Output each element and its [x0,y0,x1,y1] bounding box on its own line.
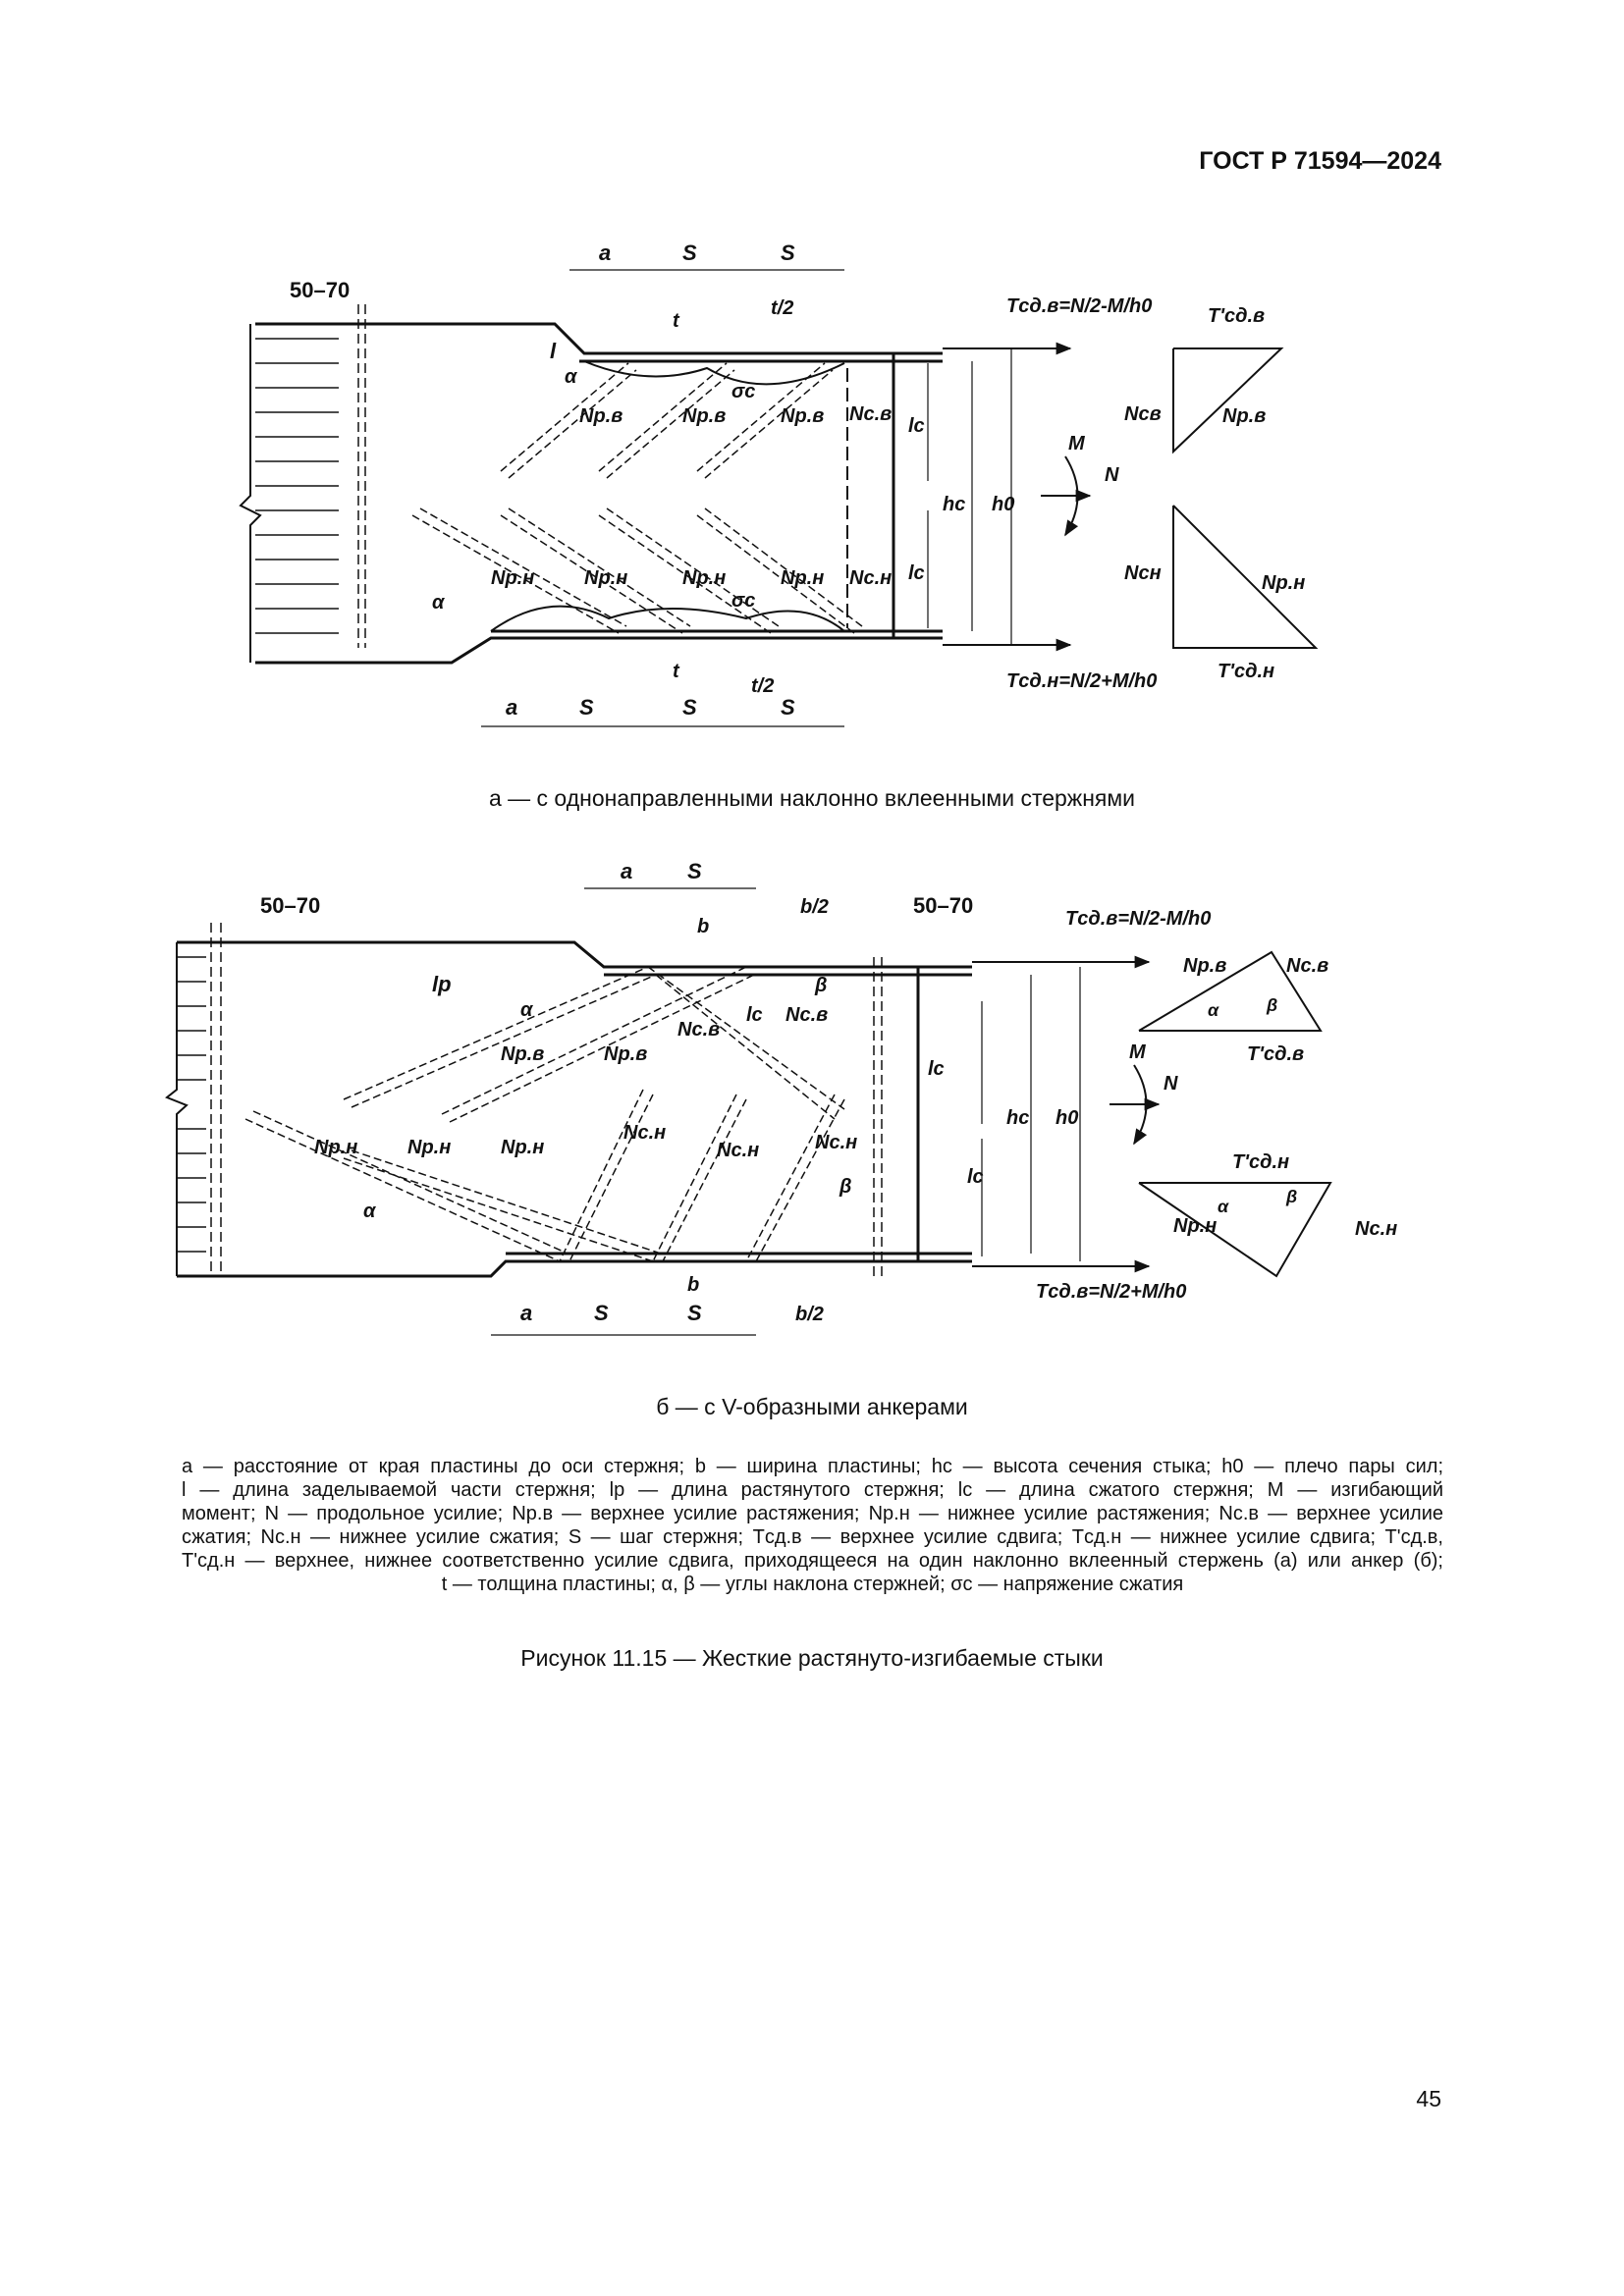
label-b-npn-1: Np.н [314,1137,358,1158]
label-b-beta-tri-bottom: β [1286,1187,1298,1206]
label-npv-tri: Np.в [1222,405,1267,427]
label-b-ncv-tri: Nс.в [1286,955,1329,977]
label-l: l [550,339,557,363]
label-t2: t/2 [771,297,794,319]
figure-title: Рисунок 11.15 — Жесткие растянуто-изгибаемые стыки [520,1645,1104,1671]
label-lc-top: lc [908,415,925,437]
label-npn-3: Np.н [682,567,727,589]
label-alpha-bottom: α [432,592,445,614]
label-ncv-tri: Nсв [1124,403,1162,425]
label-ncv: Nс.в [849,403,893,425]
label-b-lc-rod: lc [746,1004,763,1026]
label-a: a [599,240,612,265]
label-b-hc: hc [1006,1107,1030,1129]
label-b-tsdn: Tсд.в=N/2+M/h0 [1036,1281,1187,1303]
label-b-npv-2: Np.в [604,1043,648,1065]
label-tpv: T'сд.в [1208,305,1266,327]
label-b-b2-bottom: b/2 [795,1304,824,1325]
label-b-ncn-1: Nс.н [623,1122,667,1144]
label-m: M [1068,433,1085,454]
label-s-4: S [682,695,697,720]
page-number: 45 [1416,2086,1441,2111]
label-tsdv: Tсд.в=N/2-M/h0 [1006,295,1153,317]
label-b-alpha-top: α [520,999,533,1021]
label-s-5: S [781,695,795,720]
label-b-tpv: T'сд.в [1247,1043,1305,1065]
label-b-lc-2: lc [967,1166,984,1188]
label-b-m: M [1129,1041,1146,1063]
label-b-ncn-2: Nс.н [717,1140,760,1161]
label-b-h0: h0 [1056,1107,1079,1129]
legend-line: a — расстояние от края пластины до оси стержня; b — ширина пластины; hc — высота сечения стыка; h0 — плечо пары сил; [182,1456,1443,1477]
label-b-beta-bottom: β [839,1176,852,1198]
label-b-alpha-tri-top: α [1208,1000,1219,1020]
legend-line: момент; N — продольное усилие; Nр.в — верхнее усилие растяжения; Nр.н — нижнее усилие растяжения; Nс.в — верхнее усилие [182,1503,1443,1524]
label-b-a: a [621,859,633,883]
legend-line: t — толщина пластины; α, β — углы наклона стержней; σc — напряжение сжатия [441,1574,1184,1595]
label-ncn-tri: Nсн [1124,562,1162,584]
label-b-s-3: S [687,1301,702,1325]
label-b-a-bottom: a [520,1301,533,1325]
label-n: N [1105,464,1119,486]
label-ncn: Nс.н [849,567,893,589]
label-b-ncn-tri: Nс.н [1355,1218,1398,1240]
label-s-2: S [781,240,795,265]
label-b-beta-tri-top: β [1267,995,1278,1015]
label-hc: hc [943,494,966,515]
label-b-npv-tri: Np.в [1183,955,1227,977]
figure-a-drawing [0,0,1624,785]
label-alpha-top: α [565,366,577,388]
label-npn-1: Np.н [491,567,535,589]
caption-figure-b: б — с V-образными анкерами [656,1394,968,1419]
legend-line: l — длина заделываемой части стержня; lр — длина растянутого стержня; lс — длина сжатого стержня; M — изгибающий [182,1479,1443,1501]
label-b-beta-top: β [815,975,828,996]
label-b-s-1: S [687,859,702,883]
label-lc-bottom: lc [908,562,925,584]
label-h0: h0 [992,494,1015,515]
label-tpn: T'сд.н [1218,661,1275,682]
label-a-bottom: a [506,695,518,720]
label-npv-3: Np.в [781,405,825,427]
standard-header: ГОСТ Р 71594—2024 [1199,147,1441,175]
legend-line: T'сд.н — верхнее, нижнее соответственно усилие сдвига, приходящееся на один наклонно вклеенный стержень (а) или анкер (б); [182,1550,1443,1572]
label-b-ncn-3: Nс.н [815,1132,858,1153]
label-b-gap-right: 50–70 [913,893,974,918]
label-s-3: S [579,695,594,720]
caption-figure-a: а — с однонаправленными наклонно вклеенными стержнями [488,785,1136,811]
label-t2-bottom: t/2 [751,675,775,697]
label-npn-2: Np.н [584,567,628,589]
label-b-tsdv: Tсд.в=N/2-M/h0 [1065,908,1212,930]
label-b-lp: lp [432,972,452,996]
figure-b-drawing [0,844,1624,1394]
label-b-npn-tri: Np.н [1173,1215,1218,1237]
label-b-lc-1: lc [928,1058,945,1080]
label-b-ncv-1: Nс.в [677,1019,721,1041]
legend-line: сжатия; Nс.н — нижнее усилие сжатия; S — шаг стержня; Tсд.в — верхнее усилие сдвига; Tсд.н — нижнее усилие сдвига; T'сд.в, [182,1526,1443,1548]
label-b-alpha-tri-bottom: α [1218,1197,1229,1216]
label-gap: 50–70 [290,278,351,302]
label-b-npv-1: Np.в [501,1043,545,1065]
label-sigma-bottom: σc [731,590,756,612]
label-b-n: N [1164,1073,1178,1095]
label-t: t [673,310,679,332]
label-b-b-bottom: b [687,1274,700,1296]
label-s-1: S [682,240,697,265]
label-npn-4: Np.н [781,567,825,589]
label-b-npn-2: Np.н [407,1137,452,1158]
label-b-s-2: S [594,1301,609,1325]
label-sigma-top: σc [731,381,756,402]
label-tsdn: Tсд.н=N/2+M/h0 [1006,670,1158,692]
label-b-alpha-bottom: α [363,1201,376,1222]
legend [182,1455,1443,1596]
label-npv-2: Np.в [682,405,727,427]
label-t-bottom: t [673,661,679,682]
label-b-b2-top: b/2 [800,896,829,918]
label-b-b: b [697,916,710,937]
label-b-tpn: T'сд.н [1232,1151,1290,1173]
label-npv-1: Np.в [579,405,623,427]
label-npn-tri: Np.н [1262,572,1306,594]
label-b-ncv-2: Nс.в [785,1004,829,1026]
label-b-gap-left: 50–70 [260,893,321,918]
label-b-npn-3: Np.н [501,1137,545,1158]
